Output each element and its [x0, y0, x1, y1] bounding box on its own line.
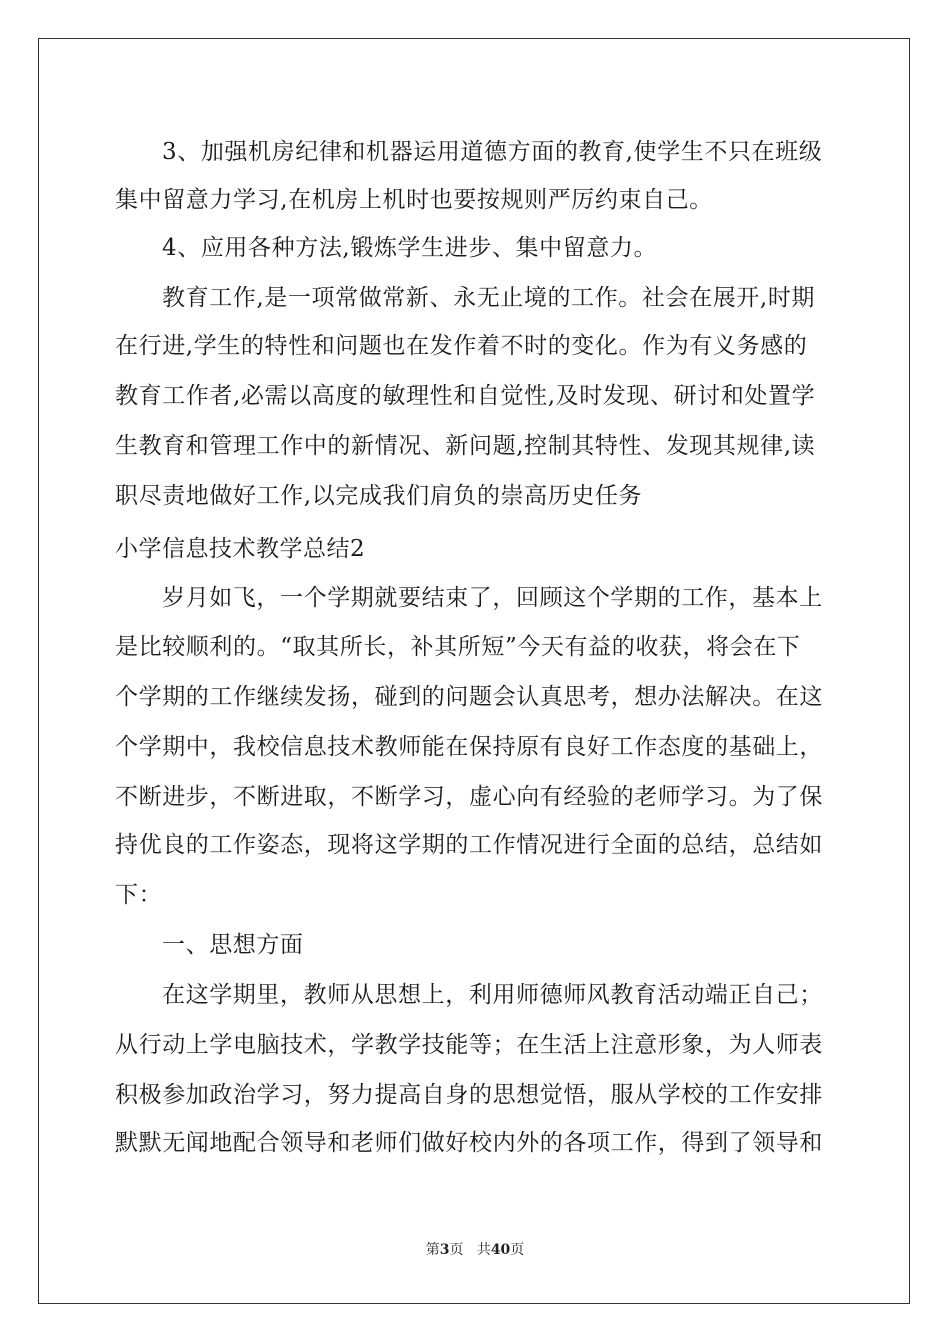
paragraph-line: 个学期的工作继续发扬，碰到的问题会认真思考，想办法解决。在这 [115, 684, 823, 710]
paragraph-line: 教育工作者,必需以高度的敏理性和自觉性,及时发现、研讨和处置学 [115, 383, 816, 409]
footer-prefix: 第 [425, 1242, 440, 1258]
paragraph-line: 是比较顺利的。“取其所长，补其所短”今天有益的收获，将会在下 [115, 634, 801, 660]
section-title: 小学信息技术教学总结2 [115, 536, 366, 562]
paragraph-line: 不断进步，不断进取，不断学习，虚心向有经验的老师学习。为了保 [115, 784, 823, 810]
subsection-heading: 一、思想方面 [162, 932, 304, 958]
paragraph-line: 教育工作,是一项常做常新、永无止境的工作。社会在展开,时期 [162, 285, 816, 311]
paragraph-line: 3、加强机房纪律和机器运用道德方面的教育,使学生不只在班级 [162, 139, 823, 165]
paragraph-line: 集中留意力学习,在机房上机时也要按规则严厉约束自己。 [115, 187, 713, 213]
paragraph-line: 持优良的工作姿态，现将这学期的工作情况进行全面的总结，总结如 [115, 832, 823, 858]
paragraph-line: 个学期中，我校信息技术教师能在保持原有良好工作态度的基础上， [115, 734, 823, 760]
paragraph-line: 积极参加政治学习，努力提高自身的思想觉悟，服从学校的工作安排 [115, 1082, 823, 1108]
footer-total-unit: 页 [510, 1242, 525, 1258]
total-page-count: 40 [490, 1242, 511, 1258]
paragraph-line: 岁月如飞，一个学期就要结束了，回顾这个学期的工作，基本上 [162, 585, 823, 611]
paragraph-line: 在行进,学生的特性和问题也在发作着不时的变化。作为有义务感的 [115, 333, 808, 359]
paragraph-line: 下： [115, 882, 163, 908]
paragraph-line: 4、应用各种方法,锻炼学生进步、集中留意力。 [162, 235, 658, 261]
page-footer [0, 1240, 950, 1260]
page-border [38, 38, 910, 1304]
paragraph-line: 从行动上学电脑技术，学教学技能等；在生活上注意形象，为人师表 [115, 1032, 823, 1058]
paragraph-line: 生教育和管理工作中的新情况、新问题,控制其特性、发现其规律,读 [115, 433, 816, 459]
paragraph-line: 默默无闻地配合领导和老师们做好校内外的各项工作，得到了领导和 [115, 1130, 823, 1156]
footer-page-unit: 页 [449, 1242, 464, 1258]
current-page-number: 3 [439, 1242, 450, 1258]
paragraph-line: 在这学期里，教师从思想上，利用师德师风教育活动端正自己； [162, 982, 823, 1008]
footer-total-prefix: 共 [476, 1242, 491, 1258]
paragraph-line: 职尽责地做好工作,以完成我们肩负的崇高历史任务 [115, 483, 643, 509]
